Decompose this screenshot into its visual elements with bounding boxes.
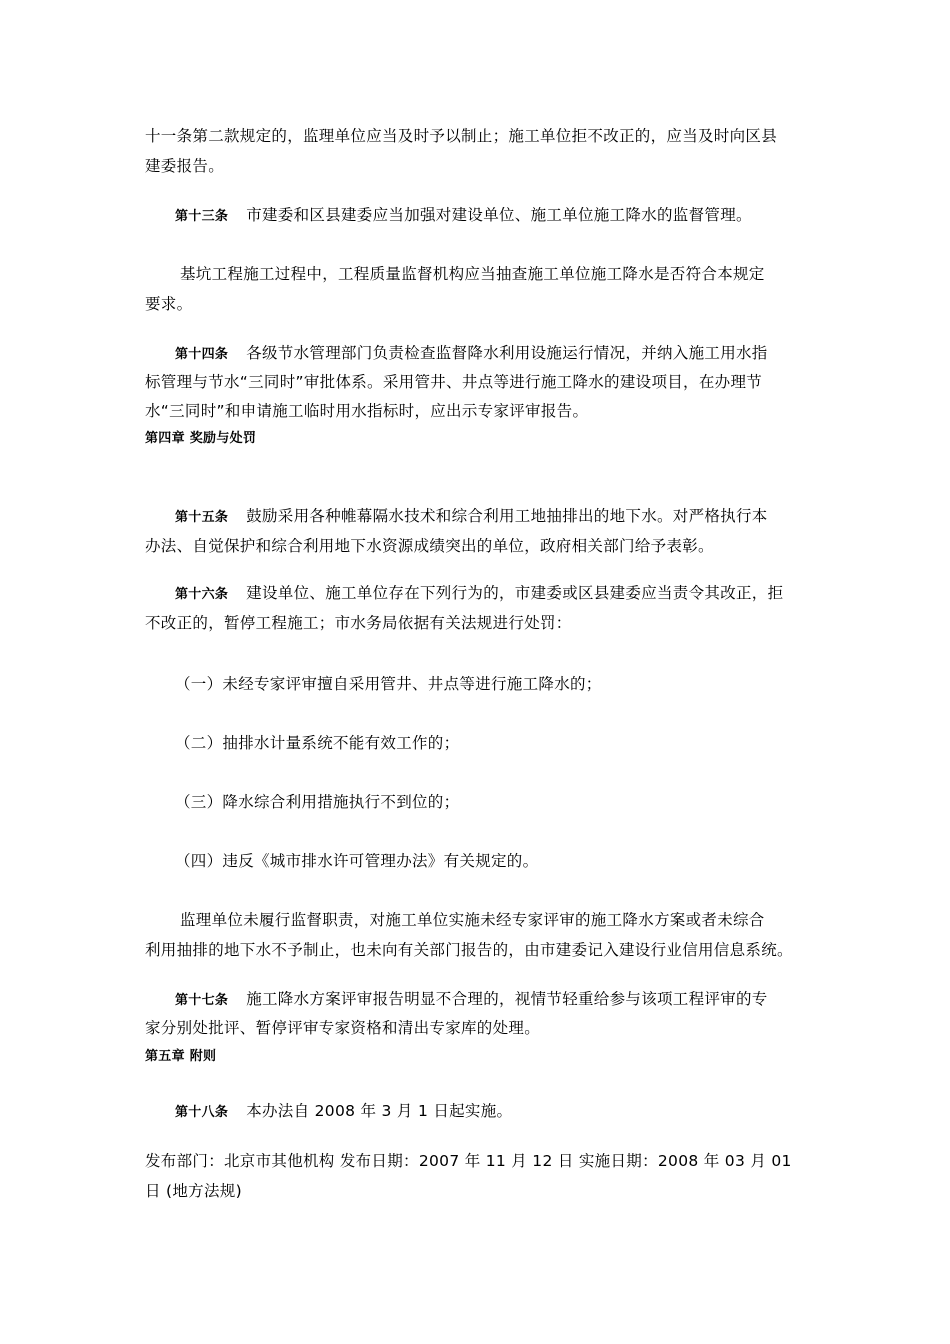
- article-text: 施工降水方案评审报告明显不合理的，视情节轻重给参与该项工程评审的专: [246, 990, 768, 1008]
- text-line: 不改正的，暂停工程施工；市水务局依据有关法规进行处罚：: [145, 614, 572, 632]
- article-15: [175, 506, 768, 528]
- text-line: 水“三同时”和申请施工临时用水指标时，应出示专家评审报告。: [145, 402, 589, 420]
- chapter-heading: 第五章 附则: [145, 1049, 217, 1064]
- article-label: 第十三条: [175, 209, 229, 224]
- publication-info: 日 (地方法规): [145, 1182, 242, 1200]
- text-line: 十一条第二款规定的，监理单位应当及时予以制止；施工单位拒不改正的，应当及时向区县: [145, 127, 778, 145]
- article-16: [175, 583, 783, 605]
- article-label: 第十四条: [175, 347, 229, 362]
- article-label: 第十八条: [175, 1105, 229, 1120]
- article-17: [175, 989, 768, 1011]
- article-label: 第十六条: [175, 587, 229, 602]
- article-text: 本办法自 2008 年 3 月 1 日起实施。: [246, 1102, 513, 1120]
- article-text: 各级节水管理部门负责检查监督降水利用设施运行情况，并纳入施工用水指: [246, 344, 768, 362]
- article-14: [175, 343, 768, 365]
- article-13: [175, 205, 752, 227]
- text-line: 基坑工程施工过程中，工程质量监督机构应当抽查施工单位施工降水是否符合本规定: [180, 265, 765, 283]
- publication-info: 发布部门：北京市其他机构 发布日期：2007 年 11 月 12 日 实施日期：2008 年 03 月 01: [145, 1152, 792, 1170]
- text-line: 建委报告。: [145, 157, 225, 175]
- list-item: （一）未经专家评审擅自采用管井、井点等进行施工降水的；: [175, 675, 602, 693]
- text-line: 标管理与节水“三同时”审批体系。采用管井、井点等进行施工降水的建设项目，在办理节: [145, 373, 763, 391]
- article-text: 建设单位、施工单位存在下列行为的，市建委或区县建委应当责令其改正，拒: [246, 584, 784, 602]
- article-text: 鼓励采用各种帷幕隔水技术和综合利用工地抽排出的地下水。对严格执行本: [246, 507, 768, 525]
- text-line: 家分别处批评、暂停评审专家资格和清出专家库的处理。: [145, 1019, 541, 1037]
- text-line: 利用抽排的地下水不予制止，也未向有关部门报告的，由市建委记入建设行业信用信息系统。: [145, 941, 793, 959]
- article-label: 第十七条: [175, 993, 229, 1008]
- article-label: 第十五条: [175, 510, 229, 525]
- list-item: （三）降水综合利用措施执行不到位的；: [175, 793, 460, 811]
- article-18: [175, 1101, 512, 1123]
- text-line: 要求。: [145, 295, 193, 313]
- list-item: （四）违反《城市排水许可管理办法》有关规定的。: [175, 852, 539, 870]
- text-line: 办法、自觉保护和综合利用地下水资源成绩突出的单位，政府相关部门给予表彰。: [145, 537, 714, 555]
- text-line: 监理单位未履行监督职责，对施工单位实施未经专家评审的施工降水方案或者未综合: [180, 911, 765, 929]
- article-text: 市建委和区县建委应当加强对建设单位、施工单位施工降水的监督管理。: [246, 206, 752, 224]
- list-item: （二）抽排水计量系统不能有效工作的；: [175, 734, 460, 752]
- chapter-heading: 第四章 奖励与处罚: [145, 431, 257, 446]
